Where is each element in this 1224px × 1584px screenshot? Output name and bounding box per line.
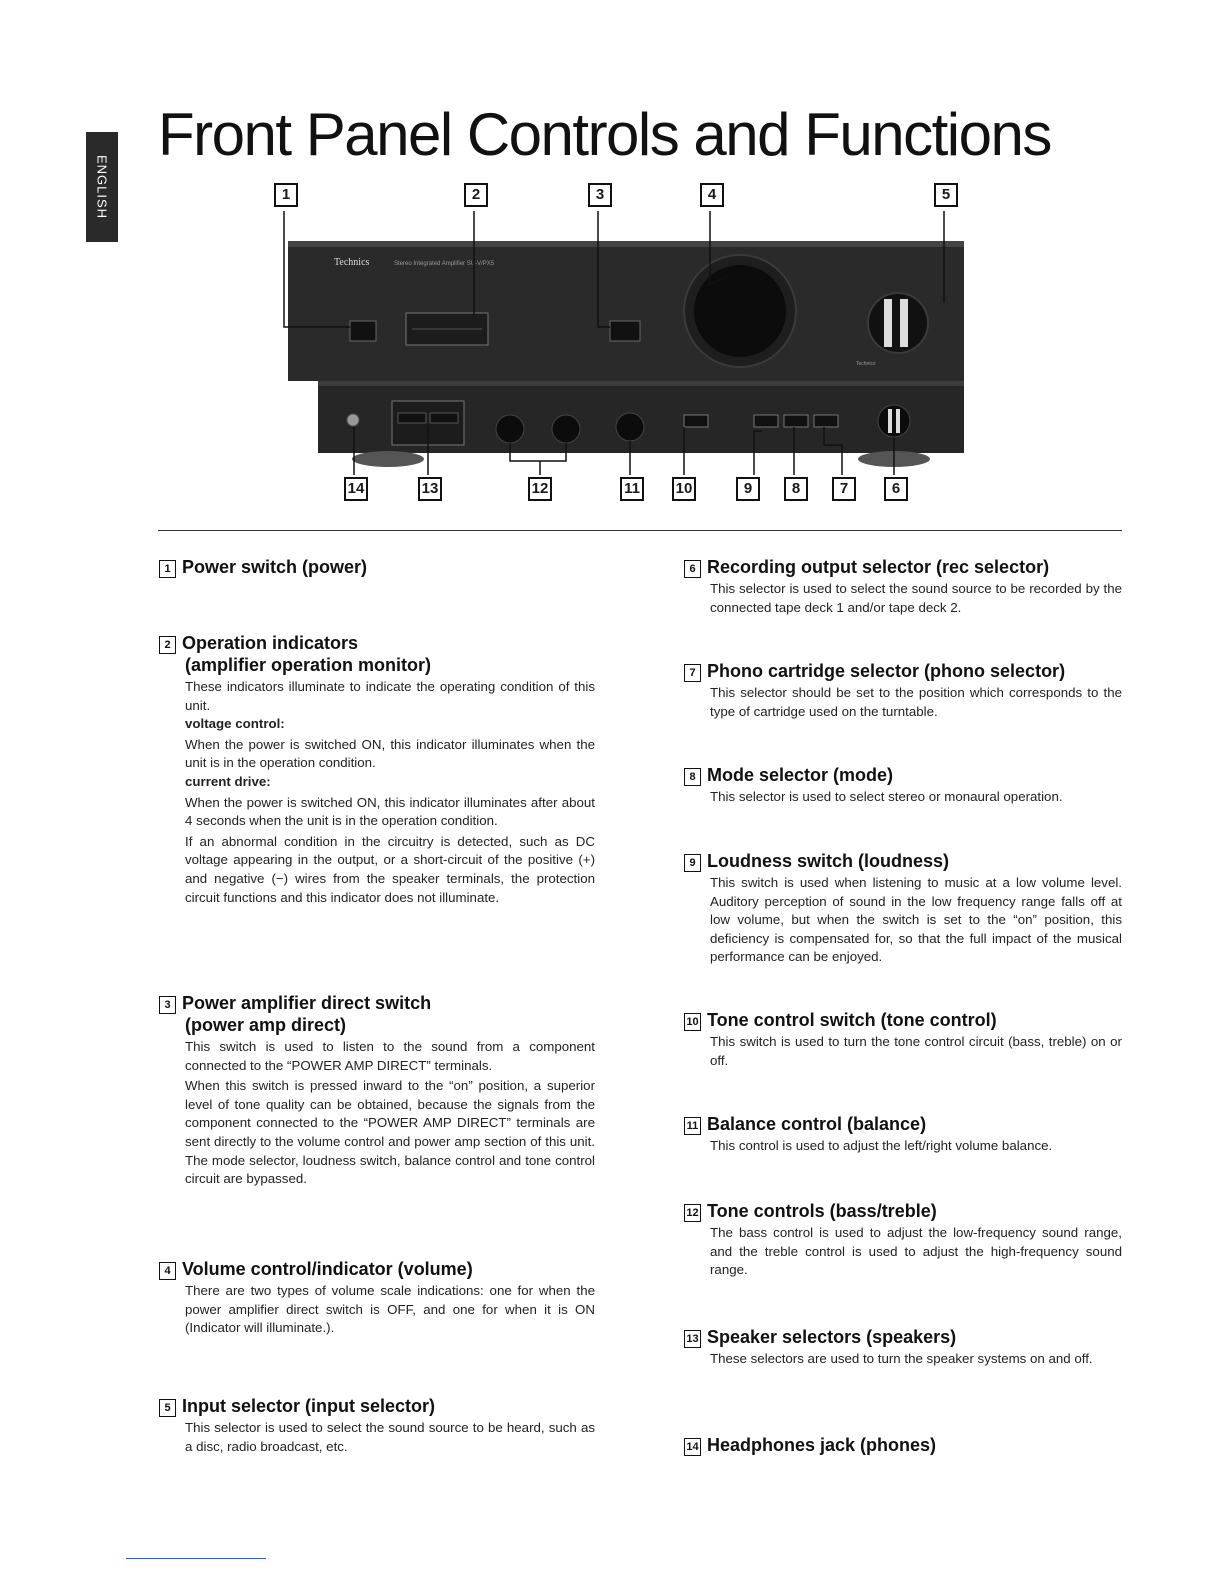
entry-title: Input selector (input selector) <box>182 1396 436 1416</box>
callout-9: 9 <box>736 477 760 501</box>
entry-12 <box>684 1200 1122 1280</box>
callout-11: 11 <box>620 477 644 501</box>
footer-line <box>126 1558 266 1559</box>
entry-text: These selectors are used to turn the speaker systems on and off. <box>710 1351 1093 1366</box>
entry-10 <box>684 1009 1122 1070</box>
entry-heading <box>684 1113 1122 1135</box>
callout-4: 4 <box>700 183 724 207</box>
callout-1: 1 <box>274 183 298 207</box>
entry-heading <box>684 1326 1122 1348</box>
loudness-switch-graphic <box>754 415 778 427</box>
entry-heading <box>159 632 595 654</box>
entry-heading <box>684 1200 1122 1222</box>
callout-8: 8 <box>784 477 808 501</box>
brand-logo: Technics <box>334 257 370 268</box>
balance-knob-graphic <box>616 413 644 441</box>
entry-text: The bass control is used to adjust the low-frequency sound range, and the treble control is used to adjust the high-frequency sound range. <box>710 1225 1122 1278</box>
entry-8 <box>684 764 1122 807</box>
entry-heading <box>684 660 1122 682</box>
phono-switch-graphic <box>814 415 838 427</box>
entry-number-box: 9 <box>684 854 701 872</box>
entry-13 <box>684 1326 1122 1369</box>
entry-number-box: 5 <box>159 1399 176 1417</box>
entry-title: Speaker selectors (speakers) <box>707 1327 957 1347</box>
entry-number-box: 11 <box>684 1117 701 1135</box>
entry-14 <box>684 1434 1122 1456</box>
entry-11 <box>684 1113 1122 1156</box>
language-tab-label: ENGLISH <box>94 154 110 220</box>
entry-keyword: current drive: <box>185 773 271 789</box>
entry-title: Mode selector (mode) <box>707 765 894 785</box>
callout-14: 14 <box>344 477 368 501</box>
entry-title: Volume control/indicator (volume) <box>182 1259 473 1279</box>
entry-text: When this switch is pressed inward to the “on” position, a superior level of tone quality can be obtained, because the signals from the component connected to the “POWER AMP DIRECT” terminals are sent directly to the volume control and power amp section of this unit. The mode selector, loudness switch, balance control and tone control circuit are bypassed. <box>185 1078 595 1187</box>
entry-text: This switch is used to turn the tone control circuit (bass, treble) on or off. <box>710 1034 1122 1068</box>
entry-title: Tone controls (bass/treble) <box>707 1201 937 1221</box>
entry-title: Loudness switch (loudness) <box>707 851 950 871</box>
entry-heading <box>159 1395 595 1417</box>
entry-title: Recording output selector (rec selector) <box>707 557 1050 577</box>
entry-heading <box>684 1434 1122 1456</box>
entry-title: Phono cartridge selector (phono selector) <box>707 661 1066 681</box>
entry-7 <box>684 660 1122 721</box>
callout-5: 5 <box>934 183 958 207</box>
entry-number-box: 6 <box>684 560 701 578</box>
entry-text: This selector is used to select stereo or monaural operation. <box>710 789 1063 804</box>
tone-switch-graphic <box>684 415 708 427</box>
entry-number-box: 7 <box>684 664 701 682</box>
entry-number-box: 8 <box>684 768 701 786</box>
power-amp-direct-graphic <box>610 321 640 341</box>
entry-6 <box>684 556 1122 617</box>
entry-3 <box>159 992 595 1189</box>
entry-1 <box>159 556 595 578</box>
entry-number-box: 12 <box>684 1204 701 1222</box>
entry-heading <box>684 1009 1122 1031</box>
entry-text: This selector is used to select the sound source to be recorded by the connected tape deck 1 and/or tape deck 2. <box>710 581 1122 615</box>
rec-selector-graphic <box>878 405 910 437</box>
entry-text: This switch is used when listening to music at a low volume level. Auditory perception of sound in the low frequency range falls off at low volume, but when the switch is set to the “on” position, this deficiency is compensated for, so that the full impact of the musical performance can be enjoyed. <box>710 875 1122 965</box>
entry-heading <box>159 556 595 578</box>
entry-title: Power amplifier direct switch <box>182 993 432 1013</box>
treble-knob-graphic <box>552 415 580 443</box>
svg-text:Technics: Technics <box>856 361 876 367</box>
entry-title: Operation indicators <box>182 633 359 653</box>
entry-2 <box>159 632 595 907</box>
entry-subtitle: (power amp direct) <box>185 1015 347 1035</box>
power-switch-graphic <box>350 321 376 341</box>
entry-9 <box>684 850 1122 967</box>
amplifier-figure <box>158 175 1124 520</box>
entry-heading <box>159 1258 595 1280</box>
callout-3: 3 <box>588 183 612 207</box>
entry-keyword: voltage control: <box>185 716 285 732</box>
entry-title: Balance control (balance) <box>707 1114 927 1134</box>
entry-number-box: 10 <box>684 1013 701 1031</box>
entry-title: Power switch (power) <box>182 557 368 577</box>
entry-text: When the power is switched ON, this indicator illuminates after about 4 seconds when the unit is in the operation condition. <box>185 794 595 829</box>
entry-text: This control is used to adjust the left/right volume balance. <box>710 1138 1053 1153</box>
mode-switch-graphic <box>784 415 808 427</box>
callout-12: 12 <box>528 477 552 501</box>
entry-number-box: 2 <box>159 636 176 654</box>
entry-number-box: 4 <box>159 1262 176 1280</box>
entry-text: If an abnormal condition in the circuitry is detected, such as DC voltage appearing in the output, or a short-circuit of the positive (+) and negative (−) wires from the speaker terminals, the protection circuit functions and this indicator does not illuminate. <box>185 833 595 905</box>
entry-title: Tone control switch (tone control) <box>707 1010 997 1030</box>
entry-5 <box>159 1395 595 1456</box>
entry-text: This switch is used to listen to the sound from a component connected to the “POWER AMP DIRECT” terminals. <box>185 1039 595 1073</box>
entry-number-box: 1 <box>159 560 176 578</box>
amplifier-illustration <box>158 175 1124 520</box>
entry-subtitle: (amplifier operation monitor) <box>185 655 432 675</box>
entry-text: When the power is switched ON, this indicator illuminates when the unit is in the operation condition. <box>185 736 595 771</box>
entry-text: This selector is used to select the sound source to be heard, such as a disc, radio broadcast, etc. <box>185 1420 595 1454</box>
input-selector-graphic <box>868 293 928 353</box>
entry-heading <box>684 556 1122 578</box>
entry-heading <box>159 992 595 1014</box>
callout-7: 7 <box>832 477 856 501</box>
model-label: Stereo Integrated Amplifier SU-V/PX5 <box>394 261 495 267</box>
entry-heading <box>684 850 1122 872</box>
section-divider <box>158 530 1122 531</box>
entry-heading <box>684 764 1122 786</box>
volume-knob-graphic <box>694 265 786 357</box>
page-title: Front Panel Controls and Functions <box>158 101 1051 168</box>
callout-10: 10 <box>672 477 696 501</box>
language-tab <box>86 132 118 242</box>
entry-text: This selector should be set to the position which corresponds to the type of cartridge used on the turntable. <box>710 685 1122 719</box>
entry-number-box: 14 <box>684 1438 701 1456</box>
entry-number-box: 13 <box>684 1330 701 1348</box>
callout-6: 6 <box>884 477 908 501</box>
callout-13: 13 <box>418 477 442 501</box>
entry-text: These indicators illuminate to indicate the operating condition of this unit. <box>185 679 595 713</box>
bass-knob-graphic <box>496 415 524 443</box>
entry-title: Headphones jack (phones) <box>707 1435 937 1455</box>
phones-jack-graphic <box>347 414 359 426</box>
callout-2: 2 <box>464 183 488 207</box>
entry-4 <box>159 1258 595 1338</box>
entry-text: There are two types of volume scale indications: one for when the power amplifier direct switch is OFF, and one for when it is ON (Indicator will illuminate.). <box>185 1283 595 1336</box>
entry-number-box: 3 <box>159 996 176 1014</box>
upper-panel <box>288 241 964 381</box>
